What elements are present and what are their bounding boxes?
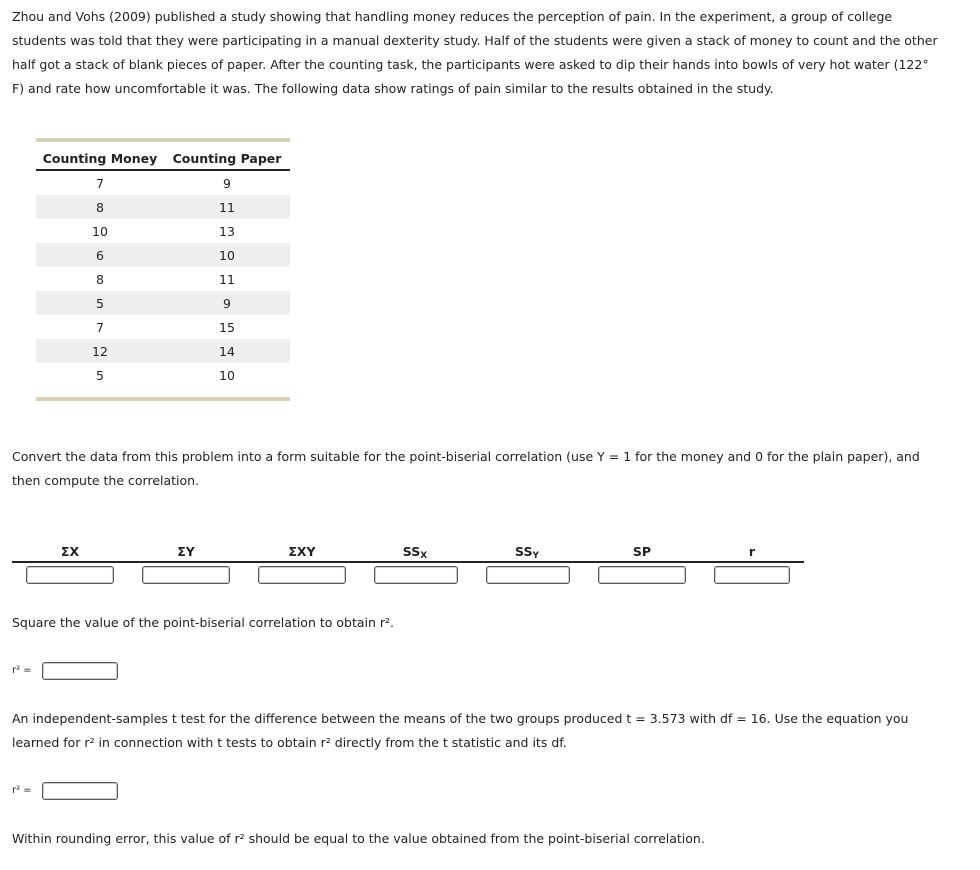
ss-x-text: SS — [402, 544, 421, 559]
sp-input[interactable] — [598, 566, 686, 584]
ss-y-text: SS — [515, 544, 533, 559]
table-row — [36, 243, 290, 267]
r2-point-biserial-input[interactable] — [42, 662, 118, 680]
label-r: r — [748, 544, 756, 559]
money-cell: 8 — [36, 195, 164, 219]
ss-y-subscript: Y — [532, 551, 539, 561]
paper-cell: 11 — [219, 271, 235, 287]
money-cell: 7 — [96, 175, 104, 191]
calculation-table — [12, 540, 804, 590]
money-cell: 10 — [92, 223, 108, 239]
ss-x-input[interactable] — [374, 566, 458, 584]
column-header-paper: Counting Paper — [164, 142, 290, 170]
label-sum-x: ΣX — [60, 544, 80, 559]
instruction-convert: Convert the data from this problem into a form suitable for the point-biserial correlation (use Y = 1 for the money and 0 for the plain paper), and then compute the correlation. — [12, 449, 920, 488]
table-row — [36, 267, 290, 291]
label-sum-y: ΣY — [177, 544, 195, 559]
table-row — [36, 339, 290, 363]
money-cell: 8 — [96, 271, 104, 287]
paper-cell: 11 — [164, 195, 290, 219]
r-input[interactable] — [714, 566, 790, 584]
paper-cell: 13 — [219, 223, 235, 239]
sum-y-input[interactable] — [142, 566, 230, 584]
r2-label: r² = — [12, 665, 32, 676]
money-cell: 12 — [36, 339, 164, 363]
money-cell: 6 — [36, 243, 164, 267]
label-ss-y — [487, 544, 567, 561]
paper-cell: 9 — [223, 175, 231, 191]
table-row — [36, 195, 290, 219]
table-row — [36, 315, 290, 339]
instruction-square: Square the value of the point-biserial correlation to obtain r². — [12, 615, 395, 630]
ss-x-subscript: X — [420, 551, 428, 561]
money-cell: 7 — [96, 319, 104, 335]
r2-from-t-input[interactable] — [42, 782, 118, 800]
instruction-t-test: An independent-samples t test for the difference between the means of the two groups produced t = 3.573 with df = 16. Use the equation you learned for r² in connection with t tests to obtain r² directly from the t statistic and its df. — [12, 711, 909, 750]
sum-x-input[interactable] — [26, 566, 114, 584]
money-cell: 5 — [36, 291, 164, 315]
paper-cell: 15 — [219, 319, 235, 335]
paper-cell: 10 — [219, 367, 235, 383]
table-row — [36, 170, 290, 195]
table-row — [36, 291, 290, 315]
final-note: Within rounding error, this value of r² should be equal to the value obtained from the point-biserial correlation. — [12, 831, 705, 846]
money-cell: 5 — [96, 367, 104, 383]
sum-xy-input[interactable] — [258, 566, 346, 584]
column-header-money: Counting Money — [36, 142, 164, 170]
table-bottom-rule — [36, 397, 290, 401]
table-row — [36, 363, 290, 387]
calc-header-rule — [12, 561, 804, 563]
paper-cell: 9 — [164, 291, 290, 315]
r2-label: r² = — [12, 785, 32, 796]
pain-ratings-table — [36, 138, 290, 401]
problem-intro: Zhou and Vohs (2009) published a study showing that handling money reduces the perception of pain. In the experiment, a group of college students was told that they were participating in a manual dexterity study. Half of the students were given a stack of money to count and the other half got a stack of blank pieces of paper. After the counting task, the participants were asked to dip their hands into bowls of very hot water (122° F) and rate how uncomfortable it was. The following data show ratings of pain similar to the results obtained in the study. — [12, 9, 938, 96]
paper-cell: 10 — [164, 243, 290, 267]
label-ss-x — [375, 544, 455, 561]
ss-y-input[interactable] — [486, 566, 570, 584]
label-sp: SP — [632, 544, 652, 559]
table-row — [36, 219, 290, 243]
paper-cell: 14 — [164, 339, 290, 363]
label-sum-xy: ΣXY — [288, 544, 316, 559]
